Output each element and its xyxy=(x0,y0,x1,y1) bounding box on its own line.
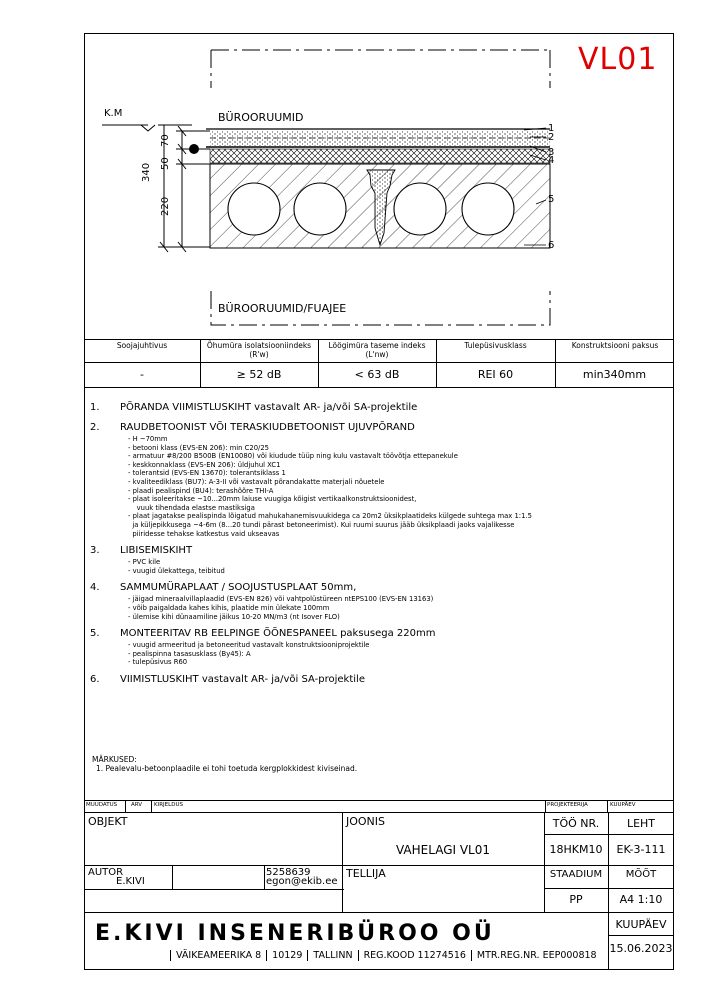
layer-screed xyxy=(210,131,550,146)
spec-subitem: piiridesse tehakse katkestus vaid ukseavas xyxy=(128,529,280,538)
company-address xyxy=(170,950,602,961)
spec-subitem: - plaadi pealispind (BU4): terashõõre THI-A xyxy=(128,486,274,495)
spec-item xyxy=(90,395,670,414)
layer-num-5: 5 xyxy=(548,194,555,205)
layer-num-6: 6 xyxy=(548,240,555,251)
tb-joonis-value: VAHELAGI VL01 xyxy=(395,843,491,857)
spec-subitem: - plaat isoleeritakse ~10...20mm laiuse vuugiga kõigist vertikaalkonstruktsioonidest, xyxy=(128,495,417,504)
spec-title: MONTEERITAV RB EELPINGE ÕÕNESPANEEL paksusega 220mm xyxy=(120,628,436,640)
address-zip: 10129 xyxy=(266,950,307,961)
company-name: E.KIVI INSENERIBÜROO OÜ xyxy=(95,921,495,946)
props-top-border xyxy=(84,339,674,340)
prop-header-thermal: Soojajuhtivus xyxy=(116,341,168,350)
spec-item xyxy=(90,575,670,594)
spec-item xyxy=(90,415,670,434)
level-mark-label: K.M xyxy=(104,108,123,119)
rev-muudatus: MUUDATUS xyxy=(86,802,118,808)
tb-leht-value: EK-3-111 xyxy=(616,843,666,856)
address-mtr: MTR.REG.NR. EEP000818 xyxy=(471,950,602,961)
spec-subitem: - kvaliteediklass (BU7): A-3-II või vastavalt põrandakatte materjali nõuetele xyxy=(128,477,385,486)
spec-subitem: - PVC kile xyxy=(128,558,161,567)
spec-subitem: - pealispinna tasasusklass (By45): A xyxy=(128,649,251,658)
spec-subitem: - jäigad mineraalvillaplaadid (EVS-EN 826) või vahtpolüstüreen ntEPS100 (EVS-EN 13163) xyxy=(128,595,434,604)
tb-too-nr-label: TÖÖ NR. xyxy=(552,817,600,830)
room-bottom-label: BÜROORUUMID/FUAJEE xyxy=(218,302,347,315)
spec-subitem: - tulepüsivus R60 xyxy=(128,658,188,667)
dim-50: 50 xyxy=(160,157,171,170)
spec-title: PÕRANDA VIIMISTLUSKIHT vastavalt AR- ja/või SA-projektile xyxy=(120,402,418,413)
notes-item: 1. Pealevalu-betoonplaadile ei tohi toetuda kergplokkidest kiviseinad. xyxy=(96,764,358,773)
prop-header-airborne: Õhumüra isolatsiooniindeks (R'w) xyxy=(206,341,312,359)
tb-moot-value: A4 1:10 xyxy=(619,893,663,906)
spec-num: 5. xyxy=(90,628,100,640)
spec-subitem: - võib paigaldada kahes kihis, plaatide min ülekate 100mm xyxy=(128,603,330,612)
rev-kuupaev: KUUPÄEV xyxy=(610,802,636,808)
spec-title: VIIMISTLUSKIHT vastavalt AR- ja/või SA-projektile xyxy=(120,673,365,685)
prop-header-impact: Löögimüra taseme indeks (L'nw) xyxy=(328,341,426,359)
tb-kuupaev-label: KUUPÄEV xyxy=(615,918,667,931)
layer-num-1: 1 xyxy=(548,123,555,134)
tb-staadium-label: STAADIUM xyxy=(549,869,603,880)
tb-email: egon@ekib.ee xyxy=(266,876,338,887)
rev-projekteerija: PROJEKTEERIJA xyxy=(547,802,588,808)
room-top-boundary xyxy=(211,50,550,88)
spec-subitem: - vuugid armeeritud ja betoneeritud vastavalt konstruktsiooniprojektile xyxy=(128,641,370,650)
spec-subitem: - vuugid ülekattega, teibitud xyxy=(128,566,225,575)
spec-subitem: - armatuur #8/200 B500B (EN10080) või kiudude tüüp ning kulu vastavalt töövõtja ettepanekule xyxy=(128,452,458,461)
layer-specification xyxy=(90,395,670,687)
drawing-code: VL01 xyxy=(578,42,658,77)
tb-leht-label: LEHT xyxy=(626,817,656,830)
tb-phone: 5258639 xyxy=(266,867,311,878)
tb-too-nr-value: 18HKM10 xyxy=(549,843,603,856)
tb-objekt-label: OBJEKT xyxy=(88,815,128,828)
address-city: TALLINN xyxy=(307,950,357,961)
spec-subitem: - tolerantsid (EVS-EN 13670): tolerantsiklass 1 xyxy=(128,469,286,478)
spec-num: 1. xyxy=(90,402,100,413)
tb-kuupaev-value: 15.06.2023 xyxy=(609,942,673,955)
address-regcode: REG.KOOD 11274516 xyxy=(358,950,471,961)
tb-moot-label: MÕÕT xyxy=(625,869,657,880)
prop-value-fire: REI 60 xyxy=(477,368,514,381)
spec-subitem: - plaat jagatakse pealispinda lõigatud mahukahanemisvuukidega ca 20m2 üksikplaatideks külgede suhtega max 1:1.5 xyxy=(128,512,532,521)
dim-220: 220 xyxy=(160,196,171,216)
room-top-label: BÜROORUUMID xyxy=(218,111,304,124)
spec-subitem: - keskkonnaklass (EVS-EN 206): üldjuhul XC1 xyxy=(128,460,281,469)
prop-value-thermal: - xyxy=(140,368,144,381)
rev-kirjeldus: KIRJELDUS xyxy=(154,802,183,808)
tb-tellija-label: TELLIJA xyxy=(346,867,386,880)
spec-item xyxy=(90,667,670,686)
spec-subitem: ja küljepikkusega ~4-6m (8...20 tundi pärast betoneerimist). Kui ruumi suurus jääb üksikplaadi jaoks vajalikesse xyxy=(128,520,515,529)
layer-num-4: 4 xyxy=(548,155,555,166)
props-bottom-border xyxy=(84,387,674,388)
spec-title: SAMMUMÜRAPLAAT / SOOJUSTUSPLAAT 50mm, xyxy=(120,582,357,594)
spec-subitem: - betooni klass (EVS-EN 206): min C20/25 xyxy=(128,443,269,452)
spec-title: RAUDBETOONIST VÕI TERASKIUDBETOONIST UJUVPÕRAND xyxy=(120,422,415,433)
notes-title: MÄRKUSED: xyxy=(92,755,137,764)
prop-value-airborne: ≥ 52 dB xyxy=(236,368,282,381)
spec-subitem: - H ~70mm xyxy=(128,435,168,443)
prop-header-fire: Tulepüsivusklass xyxy=(464,341,527,350)
tb-joonis-label: JOONIS xyxy=(346,815,386,828)
tb-staadium-value: PP xyxy=(569,893,583,906)
spec-subitem: - ülemise kihi dünaamiline jäikus 10-20 MN/m3 (nt Isover FLO) xyxy=(128,612,340,621)
spec-item xyxy=(90,621,670,640)
tb-autor-value: E.KIVI xyxy=(116,876,145,887)
spec-title: LIBISEMISKIHT xyxy=(120,545,193,557)
spec-subitem: vuuk tihendada elastse mastiksiga xyxy=(128,503,255,512)
rev-arv: ARV xyxy=(131,802,143,808)
dim-70: 70 xyxy=(160,134,171,147)
spec-item xyxy=(90,538,670,557)
prop-header-thickness: Konstruktsiooni paksus xyxy=(571,341,659,350)
tb-autor-label: AUTOR xyxy=(88,867,124,878)
section-drawing xyxy=(84,33,674,343)
prop-value-impact: < 63 dB xyxy=(354,368,400,381)
dim-total: 340 xyxy=(141,162,152,182)
spec-num: 4. xyxy=(90,582,100,594)
layer-num-2: 2 xyxy=(548,132,555,143)
prop-value-thickness: min340mm xyxy=(582,368,647,381)
spec-num: 3. xyxy=(90,545,100,557)
spec-num: 6. xyxy=(90,673,100,685)
address-street: VÄIKEAMEERIKA 8 xyxy=(170,950,266,961)
layer-num-3: 3 xyxy=(548,147,555,158)
layer-insulation xyxy=(210,149,550,163)
spec-num: 2. xyxy=(90,422,100,433)
